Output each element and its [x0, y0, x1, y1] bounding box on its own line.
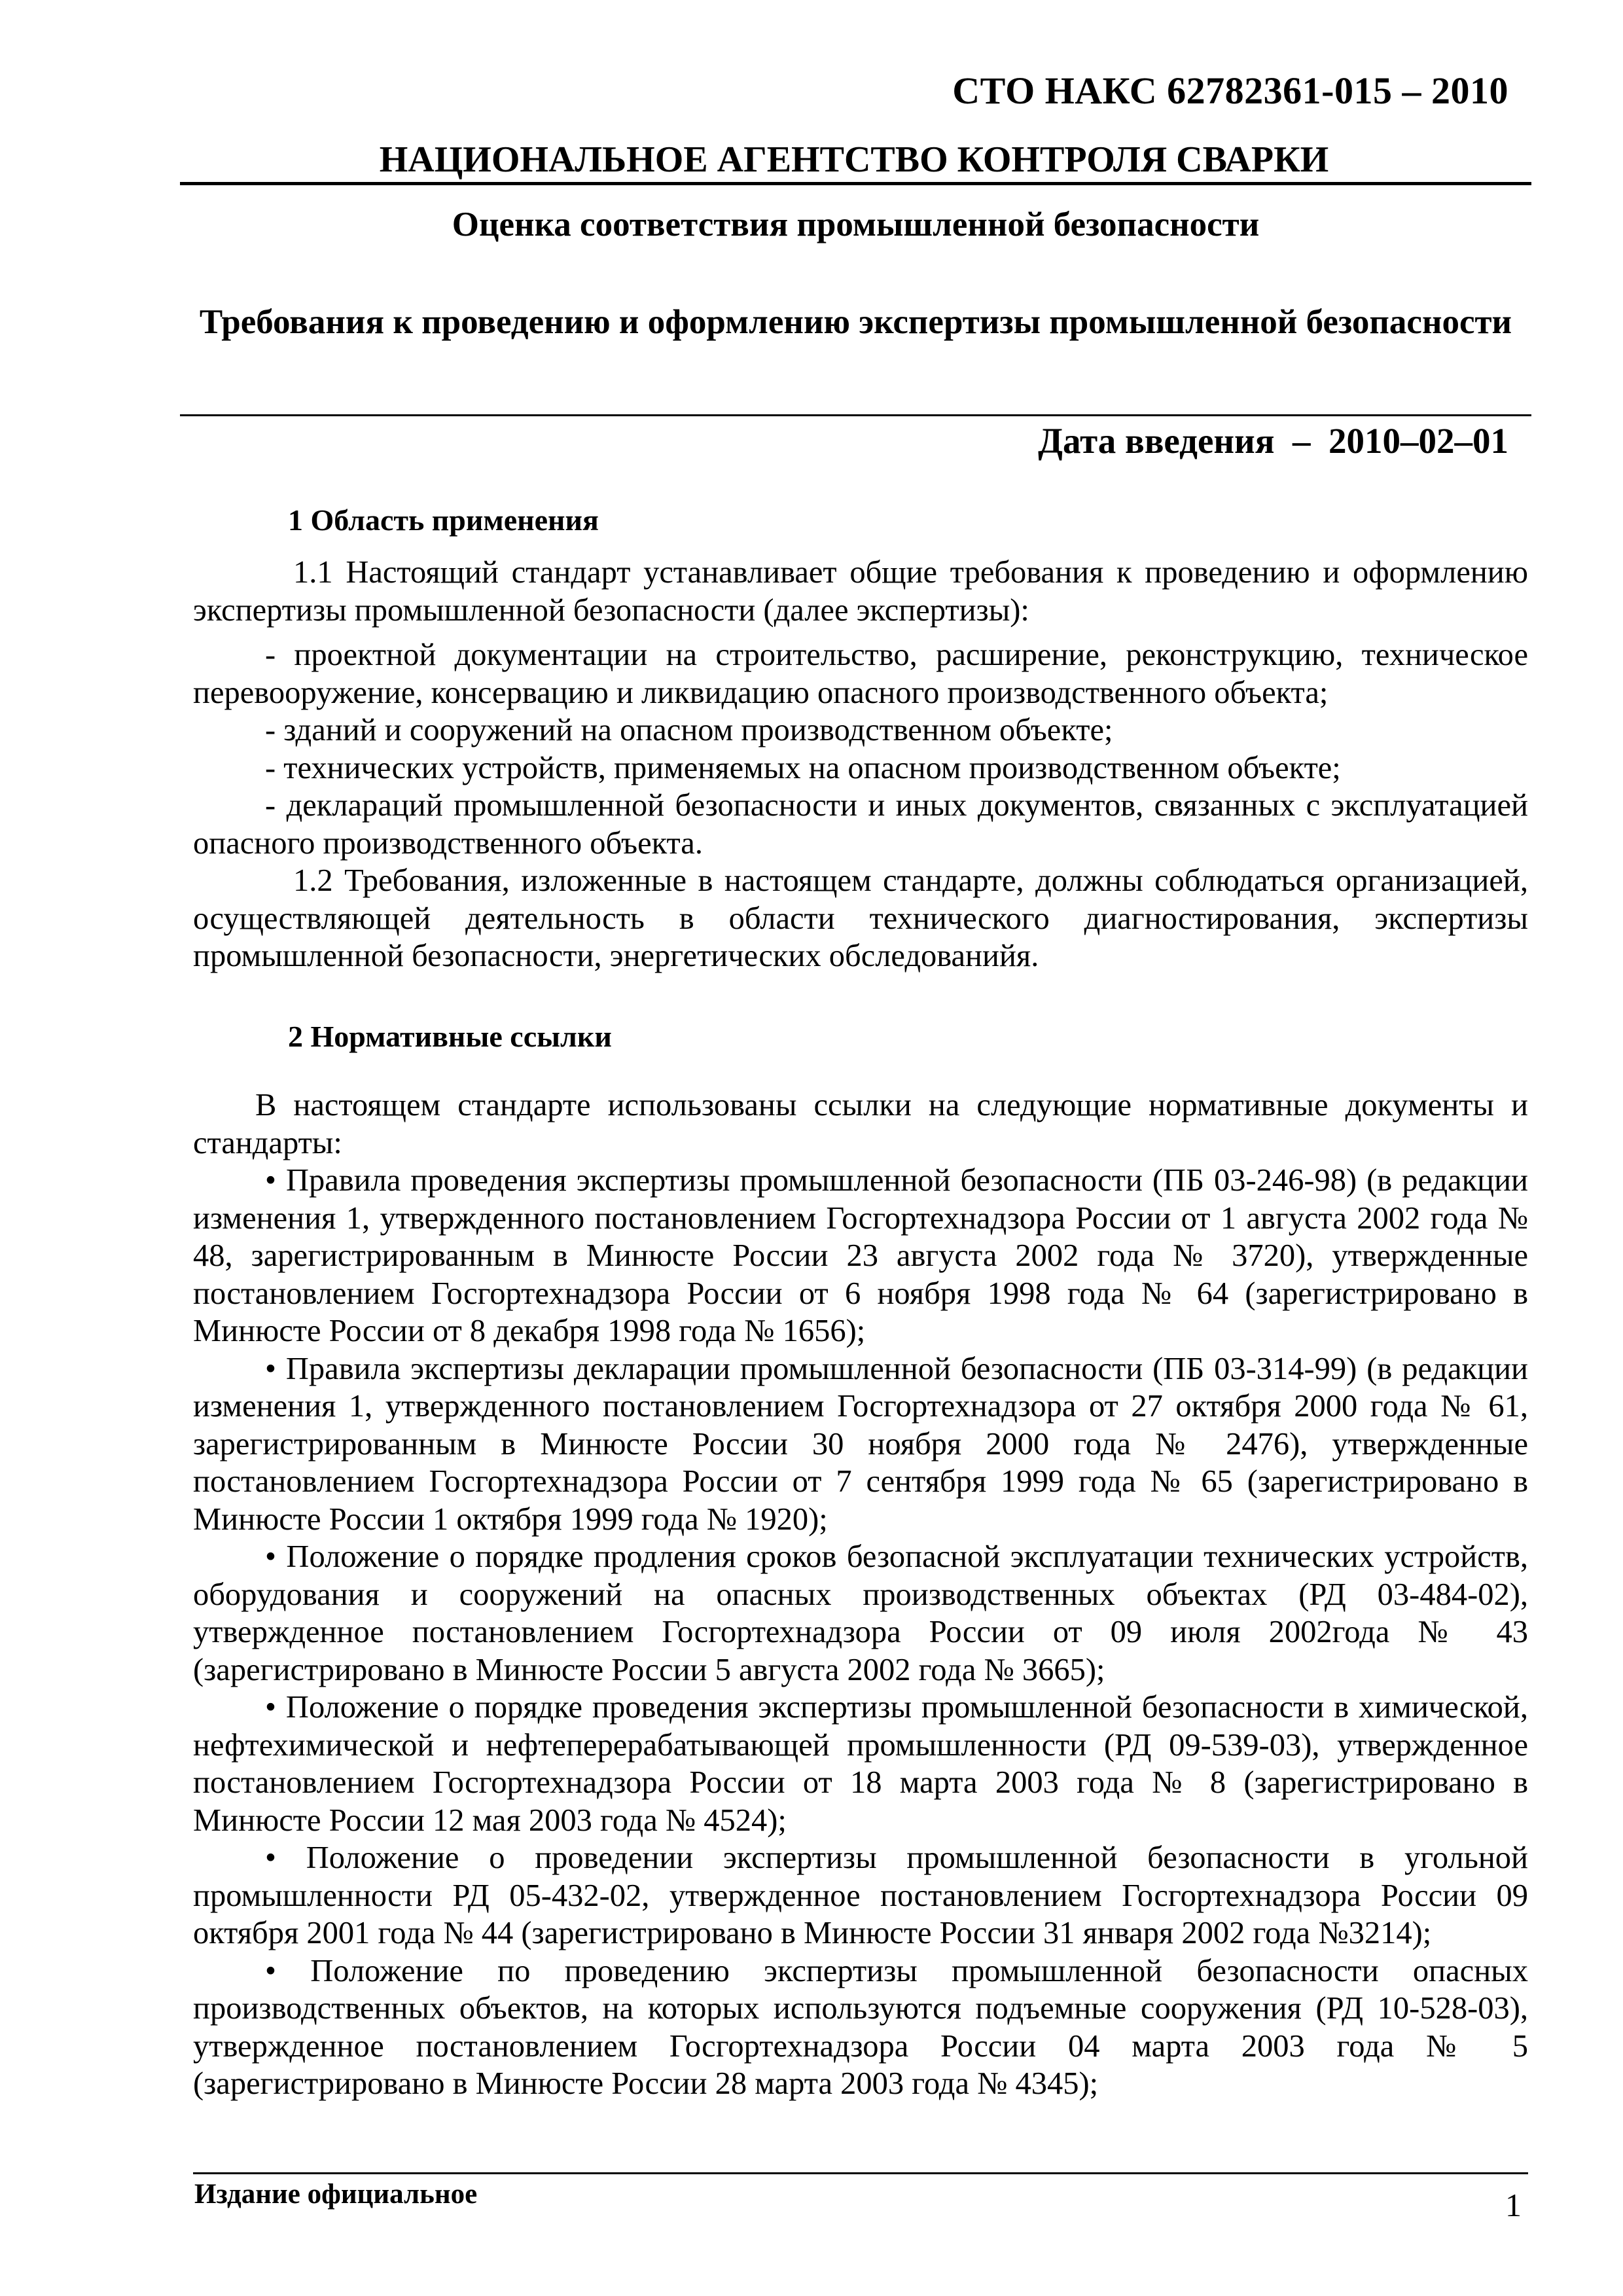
- title-rule: [180, 414, 1531, 416]
- paragraph-1-1: 1.1 Настоящий стандарт устанавливает общие требования к проведению и оформлению экспертизы промышленной безопасности (далее экспертизы):: [193, 555, 1528, 628]
- paragraph-1-2: 1.2 Требования, изложенные в настоящем стандарте, должны соблюдаться организацией, осуществляющей деятельность в области технического диагностирования, экспертизы промышленной безопасности, энергетических обследованийя.: [193, 863, 1528, 973]
- reference-item: • Положение о порядке продления сроков безопасной эксплуатации технических устройств, оборудования и сооружений на опасных производственных объектах (РД 03-484-02), утвержденное постановлением Госгортехнадзора России от 09 июля 2002года № 43 (зарегистрировано в Минюсте России 5 августа 2002 года № 3665);: [193, 1539, 1528, 1687]
- page-number: 1: [1505, 2187, 1522, 2223]
- organization-name: НАЦИОНАЛЬНОЕ АГЕНТСТВО КОНТРОЛЯ СВАРКИ: [379, 139, 1329, 180]
- reference-item: • Положение по проведению экспертизы промышленной безопасности опасных производственных объектов, на которых используются подъемные сооружения (РД 10-528-03), утвержденное постановлением Госгортехнадзора России 04 марта 2003 года № 5 (зарегистрировано в Минюсте России 28 марта 2003 года № 4345);: [193, 1953, 1528, 2101]
- scope-item-2: - зданий и сооружений на опасном производственном объекте;: [265, 713, 1113, 747]
- reference-item: • Правила экспертизы декларации промышленной безопасности (ПБ 03-314-99) (в редакции изменения 1, утвержденного постановлением Госгортехнадзора от 27 октября 2000 года № 61, зарегистрированным в Минюсте России 30 ноября 2000 года № 2476), утвержденные постановлением Госгортехнадзора России от 7 сентября 1999 года № 65 (зарегистрировано в Минюсте России 1 октября 1999 года № 1920);: [193, 1351, 1528, 1537]
- edition-label: Издание официальное: [194, 2179, 478, 2210]
- section-1-body: [193, 554, 1528, 975]
- reference-item: • Положение о порядке проведения экспертизы промышленной безопасности в химической, нефтехимической и нефтеперерабатывающей промышленности (РД 09-539-03), утвержденное постановлением Госгортехнадзора России от 18 марта 2003 года № 8 (зарегистрировано в Минюсте России 12 мая 2003 года № 4524);: [193, 1690, 1528, 1838]
- section-2-heading: 2 Нормативные ссылки: [288, 1020, 612, 1053]
- header-rule: [180, 182, 1531, 185]
- reference-item: • Правила проведения экспертизы промышленной безопасности (ПБ 03-246-98) (в редакции изменения 1, утвержденного постановлением Госгортехнадзора России от 1 августа 2002 года № 48, зарегистрированным в Минюсте России 23 августа 2002 года № 3720), утвержденные постановлением Госгортехнадзора России от 6 ноября 1998 года № 64 (зарегистрировано в Минюсте России от 8 декабря 1998 года № 1656);: [193, 1163, 1528, 1348]
- footer-rule: [193, 2172, 1528, 2174]
- standard-code: СТО НАКС 62782361-015 – 2010: [952, 69, 1508, 112]
- introduction-date: Дата введения – 2010–02–01: [1038, 421, 1508, 461]
- reference-item: • Положение о проведении экспертизы промышленной безопасности в угольной промышленности РД 05-432-02, утвержденное постановлением Госгортехнадзора России 09 октября 2001 года № 44 (зарегистрировано в Минюсте России 31 января 2002 года №3214);: [193, 1840, 1528, 1950]
- section-2-body: [193, 1086, 1528, 2103]
- scope-item-1: - проектной документации на строительство, расширение, реконструкцию, техническое перевооружение, консервацию и ликвидацию опасного производственного объекта;: [193, 637, 1528, 710]
- section-1-heading: 1 Область применения: [288, 503, 599, 537]
- scope-item-4: - деклараций промышленной безопасности и иных документов, связанных с эксплуатацией опасного производственного объекта.: [193, 788, 1528, 861]
- document-title: Требования к проведению и оформлению экспертизы промышленной безопасности: [199, 303, 1512, 341]
- scope-item-3: - технических устройств, применяемых на опасном производственном объекте;: [265, 750, 1341, 785]
- document-subject: Оценка соответствия промышленной безопасности: [452, 206, 1260, 243]
- references-intro: В настоящем стандарте использованы ссылки на следующие нормативные документы и стандарты:: [193, 1088, 1528, 1160]
